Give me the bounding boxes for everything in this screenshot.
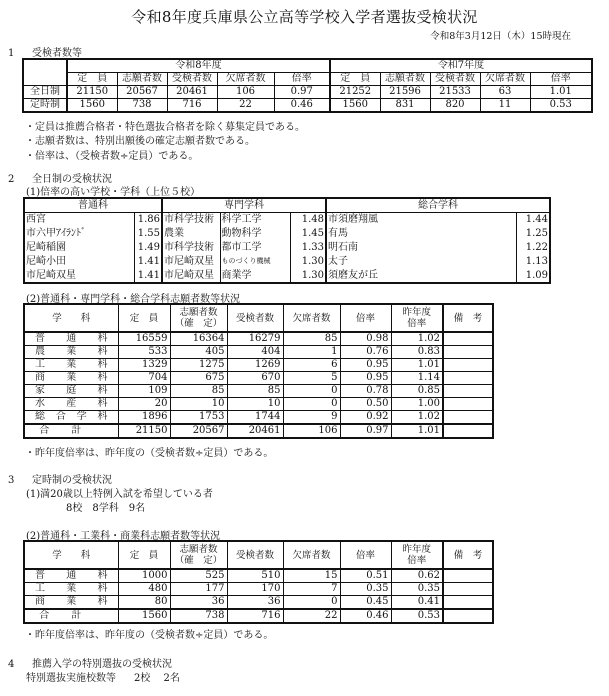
col-absent: 欠席者数 xyxy=(283,541,340,569)
remarks xyxy=(443,398,493,411)
group-header-futsu: 普通科 xyxy=(24,198,162,213)
cell: 21533 xyxy=(430,86,480,99)
col-examinees: 受検者数 xyxy=(227,541,283,569)
subsection-heading: (1)倍率の高い学校・学科（上位５校） xyxy=(26,187,201,198)
table-row xyxy=(24,346,493,359)
ratio: 0.50 xyxy=(340,398,391,411)
cell: 0.53 xyxy=(530,99,592,113)
ratio: 1.86 xyxy=(134,213,162,227)
table-row xyxy=(24,569,493,583)
last-ratio: 1.01 xyxy=(391,424,443,438)
dept-name: 都市工学 xyxy=(220,241,290,255)
col-capacity: 定 員 xyxy=(67,73,117,86)
table-row xyxy=(24,385,493,398)
school-name: 尼崎小田 xyxy=(24,255,134,269)
col-examinees: 受検者数 xyxy=(430,73,480,86)
special-exam-detail: 8校 8学科 9名 xyxy=(66,503,146,514)
col-ratio: 倍率 xyxy=(340,304,391,332)
subject: 商業科 xyxy=(24,596,118,610)
corner-cell xyxy=(23,59,67,86)
subsection-heading: (2)普通科・工業科・商業科志願者数等状況 xyxy=(26,531,221,542)
col-capacity: 定 員 xyxy=(330,73,380,86)
capacity: 1560 xyxy=(118,609,170,623)
applicants: 1753 xyxy=(170,411,227,425)
applicants: 16364 xyxy=(170,332,227,346)
col-capacity: 定 員 xyxy=(118,541,170,569)
school-name: 須磨友が丘 xyxy=(326,269,516,283)
col-examinees: 受検者数 xyxy=(167,73,217,86)
last-ratio: 1.02 xyxy=(391,332,443,346)
applicants: 10 xyxy=(170,398,227,411)
examinees: 1269 xyxy=(227,359,283,372)
remarks xyxy=(443,332,493,346)
school-name: 市尼崎双星 xyxy=(162,255,220,269)
ratio: 0.76 xyxy=(340,346,391,359)
dept-name: ものづくり機械 xyxy=(220,255,290,269)
capacity: 20 xyxy=(118,398,170,411)
examinees: 85 xyxy=(227,385,283,398)
col-remarks: 備 考 xyxy=(443,541,493,569)
capacity: 704 xyxy=(118,372,170,385)
table-row xyxy=(23,86,592,99)
subject: 工業科 xyxy=(24,583,118,596)
ratio: 0.92 xyxy=(340,411,391,425)
subject: 合計 xyxy=(24,609,118,623)
applicants: 36 xyxy=(170,596,227,610)
ratio: 1.13 xyxy=(516,255,550,269)
applicants: 405 xyxy=(170,346,227,359)
col-last-ratio: 昨年度 倍率 xyxy=(391,541,443,569)
remarks xyxy=(443,346,493,359)
row-label: 全日制 xyxy=(23,86,67,99)
group-header-sogo: 総合学科 xyxy=(326,198,550,213)
col-absent: 欠席者数 xyxy=(480,73,530,86)
ratio: 0.97 xyxy=(340,424,391,438)
section-4-heading: 4 推薦入学の特別選抜の受検状況 xyxy=(8,659,172,670)
remarks xyxy=(443,385,493,398)
col-examinees: 受検者数 xyxy=(227,304,283,332)
examinees: 716 xyxy=(227,609,283,623)
school-name: 農業 xyxy=(162,227,220,241)
school-name: 有馬 xyxy=(326,227,516,241)
ratio: 0.45 xyxy=(340,596,391,610)
col-ratio: 倍率 xyxy=(274,73,330,86)
total-row xyxy=(24,609,493,623)
note: ・志願者数は、特別出願後の確定志願者数である。 xyxy=(25,136,255,147)
cell: 1560 xyxy=(67,99,117,113)
parttime-subject-table xyxy=(23,540,494,624)
page-title: 令和8年度兵庫県公立高等学校入学者選抜受検状況 xyxy=(131,8,478,26)
col-absent: 欠席者数 xyxy=(217,73,274,86)
school-name: 尼崎稲園 xyxy=(24,241,134,255)
remarks xyxy=(443,609,493,623)
table-row xyxy=(24,255,550,269)
applicants: 20567 xyxy=(170,424,227,438)
col-applicants: 志願者数 xyxy=(380,73,430,86)
ratio: 1.48 xyxy=(290,213,326,227)
remarks xyxy=(443,359,493,372)
note: ・倍率は、（受検者数÷定員）である。 xyxy=(25,151,199,162)
ratio: 1.30 xyxy=(290,269,326,283)
last-ratio: 1.14 xyxy=(391,372,443,385)
school-name: 明石南 xyxy=(326,241,516,255)
applicants: 177 xyxy=(170,583,227,596)
capacity: 80 xyxy=(118,596,170,610)
subsection-heading: (1)満20歳以上特例入試を希望している者 xyxy=(26,489,213,500)
ratio: 1.30 xyxy=(290,255,326,269)
row-label: 定時制 xyxy=(23,99,67,113)
note: ・昨年度倍率は、昨年度の（受検者数÷定員）である。 xyxy=(25,448,274,459)
table-row xyxy=(24,411,493,425)
table-row xyxy=(24,332,493,346)
ratio: 0.46 xyxy=(340,609,391,623)
ratio: 0.35 xyxy=(340,583,391,596)
cell: 20567 xyxy=(117,86,167,99)
section-1-heading: 1 受検者数等 xyxy=(8,48,82,59)
last-ratio: 1.00 xyxy=(391,398,443,411)
cell: 1.01 xyxy=(530,86,592,99)
cell: 20461 xyxy=(167,86,217,99)
ratio: 0.95 xyxy=(340,372,391,385)
ratio: 1.44 xyxy=(516,213,550,227)
cell: 22 xyxy=(217,99,274,113)
last-ratio: 0.41 xyxy=(391,596,443,610)
cell: 21252 xyxy=(330,86,380,99)
last-ratio: 0.35 xyxy=(391,583,443,596)
examinees: 20461 xyxy=(227,424,283,438)
note: ・定員は推薦合格者・特色選抜合格者を除く募集定員である。 xyxy=(25,122,305,133)
remarks xyxy=(443,424,493,438)
examinees: 670 xyxy=(227,372,283,385)
school-name: 太子 xyxy=(326,255,516,269)
total-row xyxy=(24,424,493,438)
section-3-heading: 3 定時制の受検状況 xyxy=(8,475,112,486)
ratio: 0.51 xyxy=(340,569,391,583)
cell: 0.97 xyxy=(274,86,330,99)
cell: 11 xyxy=(480,99,530,113)
ratio: 0.98 xyxy=(340,332,391,346)
absent: 106 xyxy=(283,424,340,438)
subject: 工業科 xyxy=(24,359,118,372)
applicants: 675 xyxy=(170,372,227,385)
col-subject: 学 科 xyxy=(24,304,118,332)
ratio: 1.33 xyxy=(290,241,326,255)
absent: 9 xyxy=(283,411,340,425)
capacity: 1000 xyxy=(118,569,170,583)
absent: 0 xyxy=(283,596,340,610)
dept-name: 科学工学 xyxy=(220,213,290,227)
cell: 831 xyxy=(380,99,430,113)
capacity: 21150 xyxy=(118,424,170,438)
school-name: 市尼崎双星 xyxy=(162,269,220,283)
dept-name: 動物科学 xyxy=(220,227,290,241)
table-row xyxy=(24,241,550,255)
remarks xyxy=(443,569,493,583)
col-last-ratio: 昨年度 倍率 xyxy=(391,304,443,332)
capacity: 109 xyxy=(118,385,170,398)
as-of-date: 令和8年3月12日（木）15時現在 xyxy=(430,31,571,42)
absent: 6 xyxy=(283,359,340,372)
last-ratio: 0.85 xyxy=(391,385,443,398)
col-capacity: 定 員 xyxy=(118,304,170,332)
table-row xyxy=(23,99,592,113)
col-applicants: 志願者数 （確 定） xyxy=(170,541,227,569)
col-ratio: 倍率 xyxy=(530,73,592,86)
absent: 85 xyxy=(283,332,340,346)
col-applicants: 志願者数 xyxy=(117,73,167,86)
table-row xyxy=(24,359,493,372)
subject: 普通科 xyxy=(24,332,118,346)
year-header-r8: 令和8年度 xyxy=(67,59,330,73)
ratio: 0.95 xyxy=(340,359,391,372)
examinees: 36 xyxy=(227,596,283,610)
last-ratio: 0.53 xyxy=(391,609,443,623)
school-name: 市尼崎双星 xyxy=(24,269,134,283)
absent: 7 xyxy=(283,583,340,596)
cell: 21150 xyxy=(67,86,117,99)
examinees: 1744 xyxy=(227,411,283,425)
subject: 水産科 xyxy=(24,398,118,411)
table-row xyxy=(24,583,493,596)
school-name: 市科学技術 xyxy=(162,241,220,255)
table-row xyxy=(24,596,493,610)
table-row xyxy=(24,227,550,241)
remarks xyxy=(443,596,493,610)
last-ratio: 1.01 xyxy=(391,359,443,372)
ratio: 1.22 xyxy=(516,241,550,255)
examinees: 16279 xyxy=(227,332,283,346)
subject: 農業科 xyxy=(24,346,118,359)
school-name: 市須磨翔風 xyxy=(326,213,516,227)
cell: 1560 xyxy=(330,99,380,113)
ratio: 1.49 xyxy=(134,241,162,255)
examinees: 404 xyxy=(227,346,283,359)
table-row xyxy=(24,213,550,227)
examinees: 510 xyxy=(227,569,283,583)
cell: 106 xyxy=(217,86,274,99)
ratio: 1.41 xyxy=(134,255,162,269)
school-name: 西宮 xyxy=(24,213,134,227)
ratio: 1.45 xyxy=(290,227,326,241)
subsection-heading: (2)普通科・専門学科・総合学科志願者数等状況 xyxy=(26,294,241,305)
remarks xyxy=(443,411,493,425)
ratio: 1.25 xyxy=(516,227,550,241)
table-row xyxy=(24,269,550,283)
cell: 21596 xyxy=(380,86,430,99)
absent: 0 xyxy=(283,385,340,398)
group-header-senmon: 専門学科 xyxy=(162,198,326,213)
school-name: 市六甲ｱｲﾗﾝﾄﾞ xyxy=(24,227,134,241)
col-applicants: 志願者数 （確 定） xyxy=(170,304,227,332)
last-ratio: 1.02 xyxy=(391,411,443,425)
ratio: 1.41 xyxy=(134,269,162,283)
last-ratio: 0.83 xyxy=(391,346,443,359)
col-subject: 学 科 xyxy=(24,541,118,569)
special-selection-detail: 特別選抜実施校数等 2校 2名 xyxy=(26,673,180,684)
col-ratio: 倍率 xyxy=(340,541,391,569)
capacity: 480 xyxy=(118,583,170,596)
capacity: 1329 xyxy=(118,359,170,372)
examinees: 10 xyxy=(227,398,283,411)
absent: 22 xyxy=(283,609,340,623)
applicants: 525 xyxy=(170,569,227,583)
col-remarks: 備 考 xyxy=(443,304,493,332)
absent: 15 xyxy=(283,569,340,583)
remarks xyxy=(443,372,493,385)
cell: 63 xyxy=(480,86,530,99)
cell: 0.46 xyxy=(274,99,330,113)
table-row xyxy=(24,398,493,411)
applicant-summary-table xyxy=(22,58,593,113)
school-name: 市科学技術 xyxy=(162,213,220,227)
top-ratio-table xyxy=(23,197,551,284)
capacity: 1896 xyxy=(118,411,170,425)
examinees: 170 xyxy=(227,583,283,596)
last-ratio: 0.62 xyxy=(391,569,443,583)
cell: 820 xyxy=(430,99,480,113)
absent: 1 xyxy=(283,346,340,359)
section-2-heading: 2 全日制の受検状況 xyxy=(8,174,112,185)
ratio: 1.09 xyxy=(516,269,550,283)
ratio: 0.78 xyxy=(340,385,391,398)
col-absent: 欠席者数 xyxy=(283,304,340,332)
subject: 普通科 xyxy=(24,569,118,583)
ratio: 1.55 xyxy=(134,227,162,241)
subject: 合計 xyxy=(24,424,118,438)
cell: 738 xyxy=(117,99,167,113)
subject: 商業科 xyxy=(24,372,118,385)
subject: 家庭科 xyxy=(24,385,118,398)
year-header-r7: 令和7年度 xyxy=(330,59,592,73)
remarks xyxy=(443,583,493,596)
note: ・昨年度倍率は、昨年度の（受検者数÷定員）である。 xyxy=(25,630,274,641)
applicants: 738 xyxy=(170,609,227,623)
applicants: 1275 xyxy=(170,359,227,372)
absent: 0 xyxy=(283,398,340,411)
table-row xyxy=(24,372,493,385)
capacity: 16559 xyxy=(118,332,170,346)
capacity: 533 xyxy=(118,346,170,359)
subject: 総合学科 xyxy=(24,411,118,425)
applicants: 85 xyxy=(170,385,227,398)
cell: 716 xyxy=(167,99,217,113)
fulltime-subject-table xyxy=(23,303,494,439)
absent: 5 xyxy=(283,372,340,385)
dept-name: 商業学 xyxy=(220,269,290,283)
